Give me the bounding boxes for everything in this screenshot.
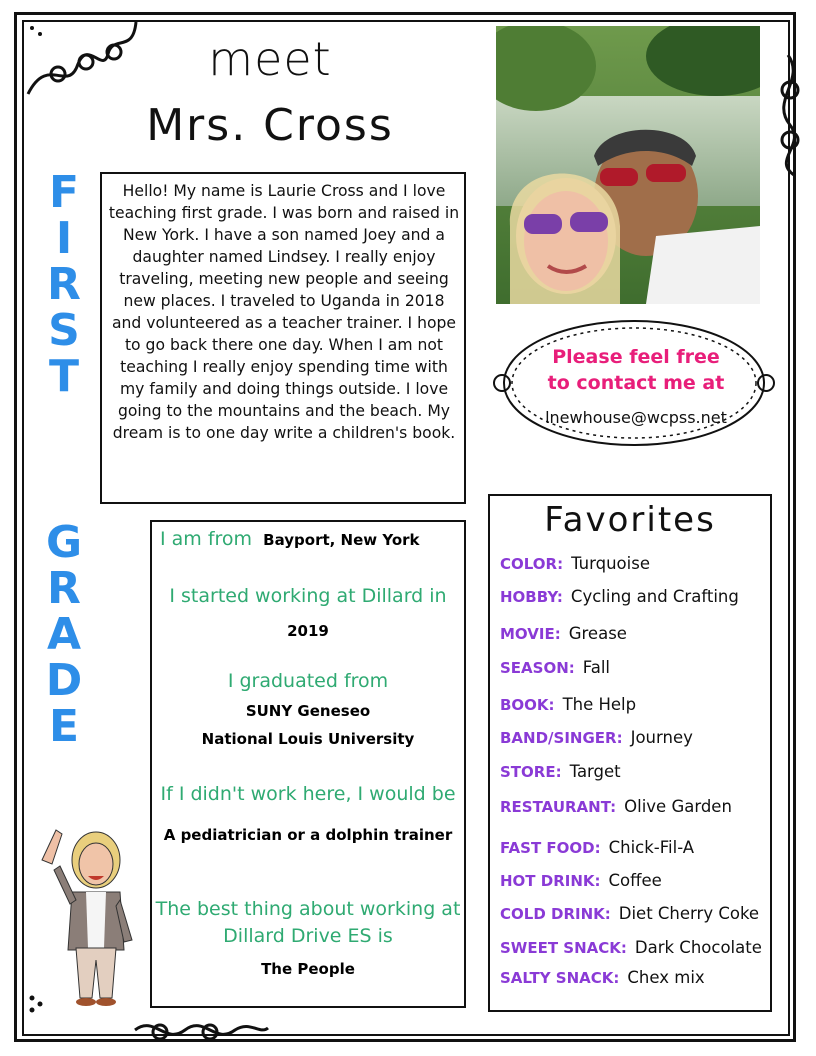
favorite-value: Olive Garden — [624, 797, 732, 816]
favorite-label: COLOR: — [500, 555, 564, 573]
title-letter: D — [45, 655, 83, 706]
title-letter: T — [48, 351, 79, 402]
favorite-value: Coffee — [608, 871, 662, 890]
favorite-label: HOBBY: — [500, 588, 563, 606]
favorite-value: Target — [569, 762, 621, 781]
favorite-item — [500, 797, 772, 816]
favorite-value: Diet Cherry Coke — [618, 904, 760, 923]
fact-grad-value-2: National Louis University — [201, 730, 415, 748]
contact-heading-line2: to contact me at — [547, 372, 725, 394]
vertical-title-first — [38, 167, 90, 402]
favorite-item — [500, 658, 772, 677]
favorite-label: MOVIE: — [500, 625, 561, 643]
fact-grad-value-1: SUNY Geneseo — [245, 702, 371, 720]
fact-started-value: 2019 — [287, 622, 329, 640]
teacher-photo — [496, 26, 760, 304]
fact-grad-label: I graduated from — [227, 670, 389, 692]
fact-from — [160, 528, 460, 550]
favorite-value: Grease — [568, 624, 627, 643]
title-letter: R — [47, 563, 81, 614]
favorite-item — [500, 624, 772, 643]
fact-best-label-2: Dillard Drive ES is — [223, 925, 393, 947]
favorites-title: Favorites — [544, 500, 716, 540]
fact-best-label-1: The best thing about working at — [155, 898, 461, 920]
favorite-item — [500, 871, 772, 890]
fact-from-value: Bayport, New York — [263, 531, 420, 549]
fact-started-label: I started working at Dillard in — [169, 585, 447, 607]
favorite-value: Chick-Fil-A — [608, 838, 695, 857]
favorite-label: COLD DRINK: — [500, 905, 611, 923]
favorite-label: SALTY SNACK: — [500, 969, 620, 987]
right-swirl-doodle — [768, 50, 808, 180]
bio-text: Hello! My name is Laurie Cross and I love teaching first grade. I was born and raised in New York. I have a son named Joey and a daughter named Lindsey. I really enjoy traveling, meeting new people and seeing new places. I traveled to Uganda in 2018 and volunteered as a teacher trainer. I hope to go back there one day. When I am not teaching I really enjoy spending time with my family and doing things outside. I love going to the mountains and the beach. My dream is to one day write a children's book. — [108, 182, 460, 442]
favorite-label: STORE: — [500, 763, 562, 781]
favorite-label: BAND/SINGER: — [500, 729, 623, 747]
teacher-name-heading: Mrs. Cross — [146, 100, 394, 151]
teacher-avatar-illustration — [36, 820, 136, 1010]
title-letter: E — [48, 701, 80, 752]
favorite-value: Turquoise — [571, 554, 650, 573]
title-letter: S — [48, 305, 80, 356]
fact-alt-label: If I didn't work here, I would be — [160, 783, 456, 805]
favorite-item — [500, 762, 772, 781]
title-letter: F — [48, 167, 80, 218]
favorite-label: SEASON: — [500, 659, 575, 677]
corner-swirl-doodle — [18, 14, 148, 104]
favorite-value: Journey — [630, 728, 693, 747]
contact-email[interactable]: lnewhouse@wcpss.net — [545, 408, 727, 427]
favorite-item — [500, 904, 772, 923]
vertical-title-grade — [38, 517, 90, 752]
fact-best-value: The People — [261, 960, 355, 978]
favorite-item — [500, 587, 772, 606]
favorite-item — [500, 938, 772, 957]
favorite-value: The Help — [562, 695, 637, 714]
favorite-label: SWEET SNACK: — [500, 939, 627, 957]
bottom-swirl-doodle — [130, 1010, 270, 1050]
contact-heading — [520, 344, 752, 396]
favorite-label: FAST FOOD: — [500, 839, 601, 857]
favorite-label: BOOK: — [500, 696, 555, 714]
fact-from-label: I am from — [160, 528, 253, 550]
favorite-item — [500, 728, 772, 747]
favorite-label: HOT DRINK: — [500, 872, 601, 890]
meet-heading: meet — [208, 32, 332, 86]
favorite-item — [500, 695, 772, 714]
favorite-item — [500, 838, 772, 857]
favorite-value: Fall — [582, 658, 611, 677]
title-letter: A — [46, 609, 82, 660]
favorite-label: RESTAURANT: — [500, 798, 617, 816]
favorite-item — [500, 554, 772, 573]
title-letter: R — [47, 259, 81, 310]
contact-heading-line1: Please feel free — [552, 346, 720, 368]
favorite-value: Chex mix — [627, 968, 705, 987]
title-letter: G — [45, 517, 83, 568]
favorite-value: Dark Chocolate — [634, 938, 762, 957]
fact-alt-value: A pediatrician or a dolphin trainer — [163, 826, 453, 844]
favorite-value: Cycling and Crafting — [570, 587, 739, 606]
favorite-item — [500, 968, 772, 987]
title-letter: I — [55, 213, 73, 264]
